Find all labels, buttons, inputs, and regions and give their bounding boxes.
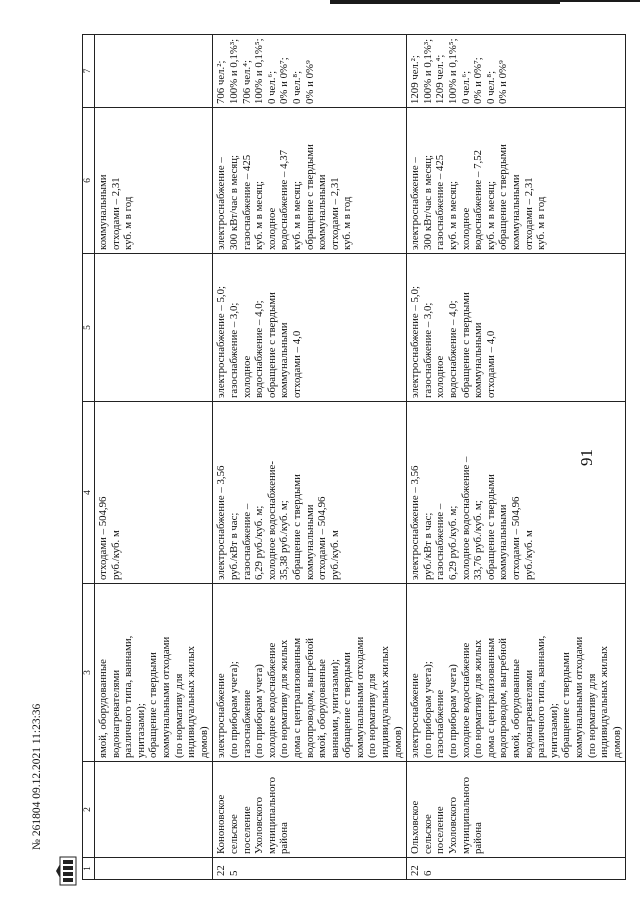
population-text: 706 чел.²; 100% и 0,1%³; 706 чел.⁴; 100% и 0,1%⁵; 0 чел.⁶; 0% и 0%⁷; 0 чел.⁸; 0% и 0%⁹	[215, 38, 316, 104]
services-cell	[407, 584, 626, 762]
volumes-cell	[213, 108, 407, 254]
rates-cell	[95, 254, 213, 402]
column-number-row	[83, 35, 95, 880]
volumes-text: электроснабжение – 300 кВт/час в месяц; газоснабжение – 425 куб. м в месяц; холодное водоснабжение – 7,52 куб. м в месяц; обращение с твердыми коммунальными отходами – 2,31 куб. м в год	[409, 144, 548, 250]
data-table	[82, 34, 626, 880]
table-row	[213, 35, 407, 880]
row-number: 226	[409, 865, 434, 876]
tariffs-text: электроснабжение – 3,56 руб./кВт в час; газоснабжение – 6,29 руб./куб. м; холодное водоснабжение- 35,38 руб./куб. м; обращение с твердыми коммунальными отходами – 504,96 руб./куб. м	[215, 461, 341, 580]
rates-cell	[407, 254, 626, 402]
settlement-cell	[95, 762, 213, 858]
tariffs-cell	[95, 402, 213, 584]
column-number: 7	[83, 35, 95, 108]
scan-streak-top	[330, 0, 560, 4]
table-row	[95, 35, 213, 880]
settlement-cell	[407, 762, 626, 858]
volumes-cell	[407, 108, 626, 254]
tariffs-text: отходами – 504,96 руб./куб. м	[97, 496, 122, 580]
tariffs-text: электроснабжение – 3,56 руб./кВт в час; газоснабжение – 6,29 руб./куб. м; холодное водоснабжение – 33,76 руб./куб. м; обращение с твердыми коммунальными отходами – 504,96 руб./куб. м	[409, 456, 535, 580]
settlement-cell	[213, 762, 407, 858]
rates-text: электроснабжение – 5,0; газоснабжение – 3,0; холодное водоснабжение – 4,0; обращение с твердыми коммунальными отходами – 4,0	[409, 286, 497, 398]
services-cell	[213, 584, 407, 762]
row-number: 225	[215, 865, 240, 876]
column-number: 3	[83, 584, 95, 762]
rates-cell	[213, 254, 407, 402]
page-number: 91	[577, 449, 596, 466]
population-cell	[213, 35, 407, 108]
services-text: электроснабжение (по приборам учета); газоснабжение (по приборам учета) холодное водоснабжение (по нормативу для жилых дома с централизованным водопроводом, выгребной ямой, оборудованные водонагревателями различного типа, ваннами, унитазами); обращение с твердыми коммунальными отходами (по нормативу для индивидуальных жилых домов)	[409, 635, 623, 758]
settlement-name: Кононовское сельское поселение Ухоловского муниципального района	[215, 776, 291, 854]
column-number: 2	[83, 762, 95, 858]
tariffs-cell	[407, 402, 626, 584]
services-text: ямой, оборудованные водонагревателями различного типа, ваннами, унитазами); обращение с твердыми коммунальными отходами (по нормативу для индивидуальных жилых домов)	[97, 635, 210, 758]
population-cell	[95, 35, 213, 108]
services-cell	[95, 584, 213, 762]
scan-streak-top-2	[560, 0, 640, 2]
rates-text: электроснабжение – 5,0; газоснабжение – 3,0; холодное водоснабжение – 4,0; обращение с твердыми коммунальными отходами – 4,0	[215, 286, 303, 398]
emblem-icon	[56, 856, 78, 886]
volumes-cell	[95, 108, 213, 254]
row-number-cell	[407, 858, 626, 880]
footer-doc-code: № 261804 09.12.2021 11:23:36	[31, 703, 43, 850]
table-row	[407, 35, 626, 880]
volumes-text: электроснабжение – 300 кВт/час в месяц; газоснабжение – 425 куб. м в месяц; холодное водоснабжение – 4,37 куб. м в месяц; обращение с твердыми коммунальными отходами – 2,31 куб. м в год	[215, 144, 354, 250]
column-number: 1	[83, 858, 95, 880]
tariffs-cell	[213, 402, 407, 584]
population-cell	[407, 35, 626, 108]
rotated-page	[22, 35, 623, 880]
settlement-name: Ольховское сельское поселение Ухоловского муниципального района	[409, 776, 485, 854]
services-text: электроснабжение (по приборам учета); газоснабжение (по приборам учета) холодное водоснабжение (по нормативу для жилых дома с централизованным водопроводом, выгребной ямой, оборудованные ваннами, унитазами); обращение с твердыми коммунальными отходами (по нормативу для индивидуальных жилых домов)	[215, 636, 404, 758]
column-number: 6	[83, 108, 95, 254]
column-number: 4	[83, 402, 95, 584]
column-number: 5	[83, 254, 95, 402]
population-text: 1209 чел.²; 100% и 0,1%³; 1209 чел.⁴; 100% и 0,1%⁵; 0 чел.⁶; 0% и 0%⁷; 0 чел.⁸; 0% и 0%⁹	[409, 38, 510, 104]
row-number-cell	[95, 858, 213, 880]
volumes-text: коммунальными отходами – 2,31 куб. м в год	[97, 174, 135, 250]
row-number-cell	[213, 858, 407, 880]
